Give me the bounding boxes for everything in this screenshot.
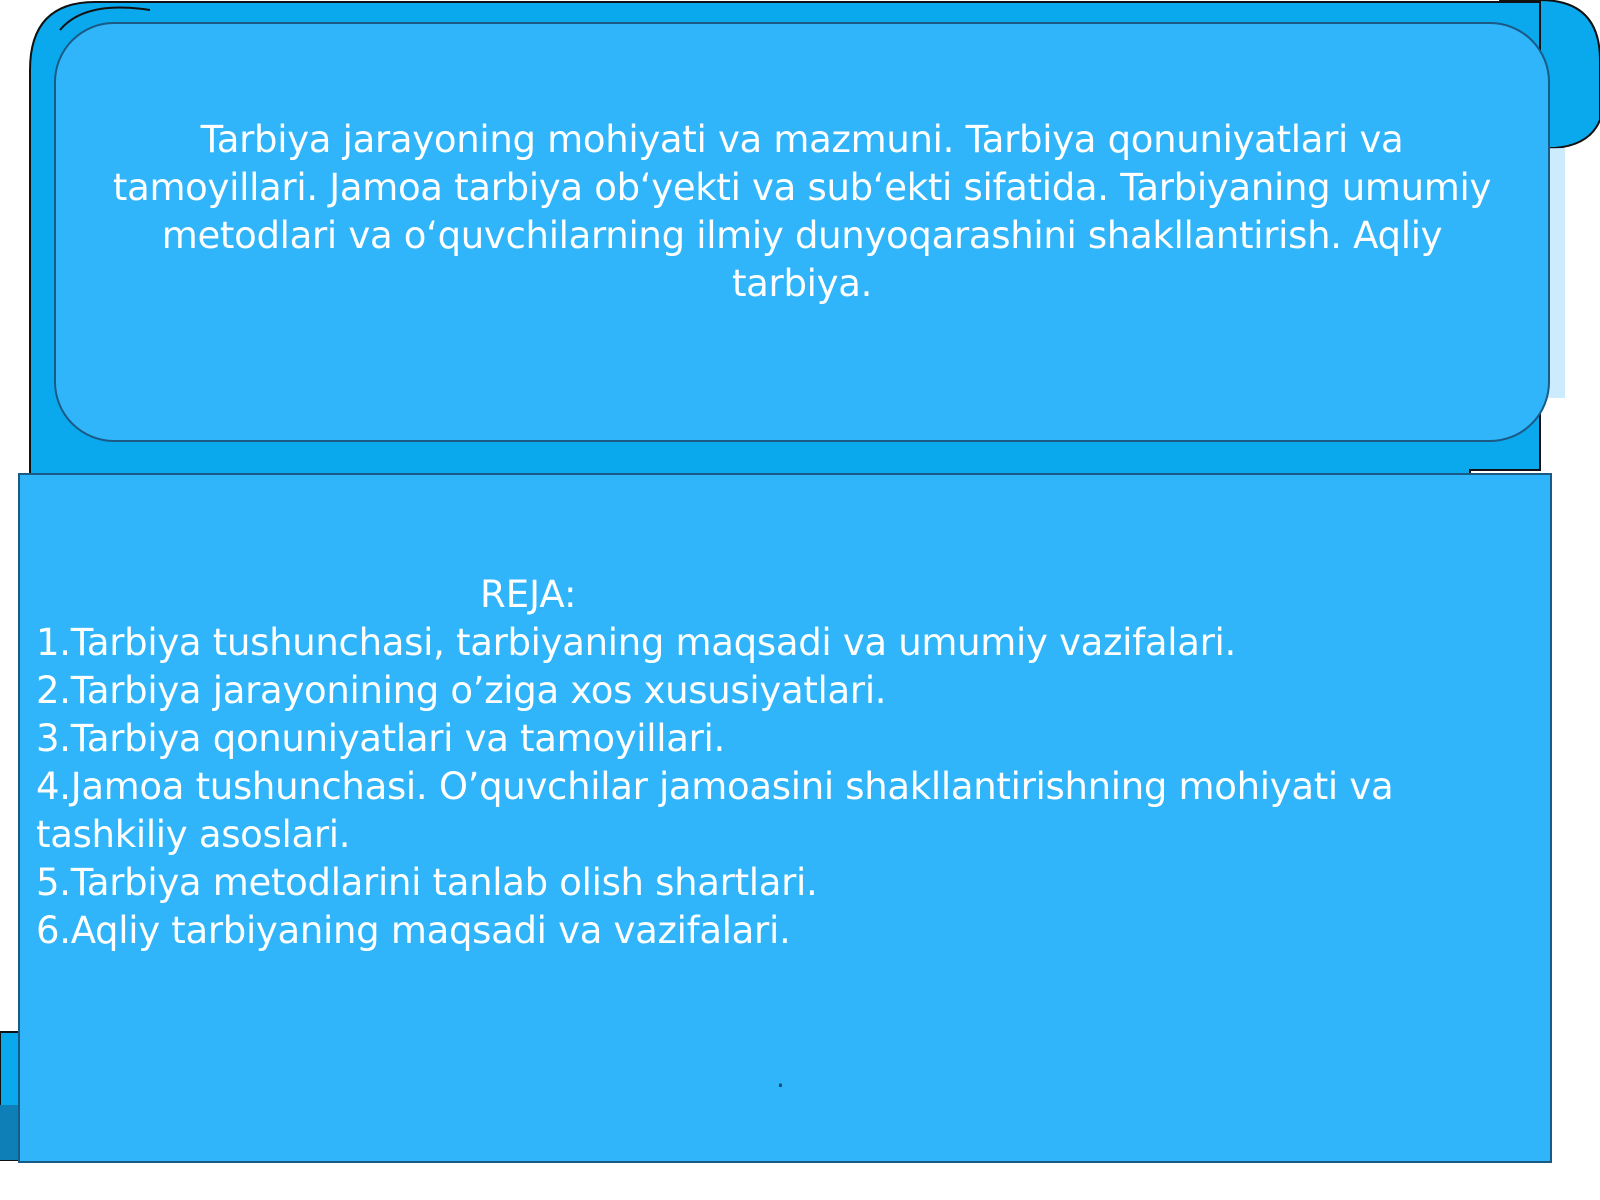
title-text: Tarbiya jarayoning mohiyati va mazmuni. Tarbiya qonuniyatlari va tamoyillari. Jamoa tarbiya ob‘yekti va sub‘ekti sifatida. Tarbiyaning umumiy metodlari va o‘quvchilarning ilmiy dunyoqarashini shakllantirish. Aqliy tarbiya. — [112, 118, 1492, 305]
plan-item-3: 3.Tarbiya qonuniyatlari va tamoyillari. — [36, 717, 725, 760]
plan-item-5: 5.Tarbiya metodlarini tanlab olish shartlari. — [36, 861, 818, 904]
plan-list — [36, 619, 1534, 955]
plan-item-2: 2.Tarbiya jarayonining o’ziga xos xususiyatlari. — [36, 669, 887, 712]
plan-panel — [18, 473, 1552, 1163]
plan-item-4: 4.Jamoa tushunchasi. O’quvchilar jamoasini shakllantirishning mohiyati va tashkiliy asoslari. — [36, 765, 1394, 856]
plan-item-6: 6.Aqliy tarbiyaning maqsadi va vazifalari. — [36, 909, 791, 952]
title-panel — [54, 22, 1550, 442]
plan-heading: REJA: — [480, 573, 577, 616]
footer-dot: . — [776, 1061, 785, 1094]
plan-item-1: 1.Tarbiya tushunchasi, tarbiyaning maqsadi va umumiy vazifalari. — [36, 621, 1236, 664]
